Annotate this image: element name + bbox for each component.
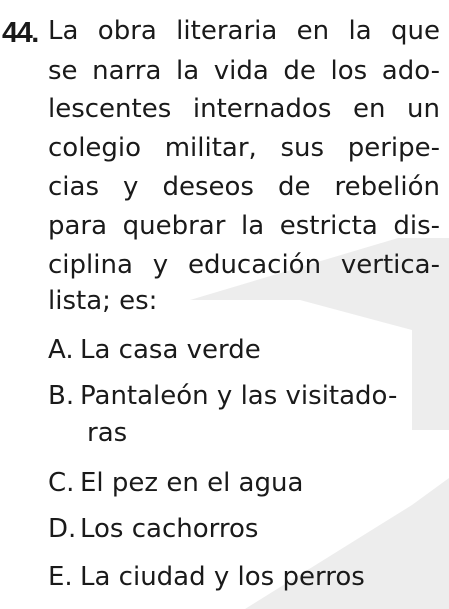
- option-letter: D.: [48, 514, 77, 544]
- option-text: La ciudad y los perros: [80, 562, 365, 592]
- option-b[interactable]: [48, 379, 443, 413]
- option-text: La casa verde: [80, 335, 261, 365]
- option-text: El pez en el agua: [80, 468, 304, 498]
- option-b-continuation: ras: [87, 418, 128, 448]
- option-text: Los cachorros: [80, 514, 259, 544]
- question-line: colegio militar, sus peripe-: [48, 133, 440, 163]
- option-letter: E.: [48, 562, 73, 592]
- question-number: 44.: [2, 17, 38, 49]
- question-line: para quebrar la estricta dis-: [48, 211, 440, 241]
- question-line: La obra literaria en la que: [48, 16, 440, 46]
- option-d[interactable]: [48, 512, 443, 546]
- question-line: lescentes internados en un: [48, 94, 440, 124]
- option-a[interactable]: [48, 333, 443, 367]
- option-c[interactable]: [48, 466, 443, 500]
- option-letter: B.: [48, 381, 75, 411]
- option-letter: C.: [48, 468, 75, 498]
- question-line: cias y deseos de rebelión: [48, 172, 440, 202]
- option-e[interactable]: [48, 560, 443, 594]
- question-line: ciplina y educación vertica-: [48, 250, 440, 280]
- option-text: Pantaleón y las visitado-: [80, 381, 398, 411]
- question-line: se narra la vida de los ado-: [48, 56, 440, 86]
- question-line: lista; es:: [48, 286, 158, 316]
- option-letter: A.: [48, 335, 74, 365]
